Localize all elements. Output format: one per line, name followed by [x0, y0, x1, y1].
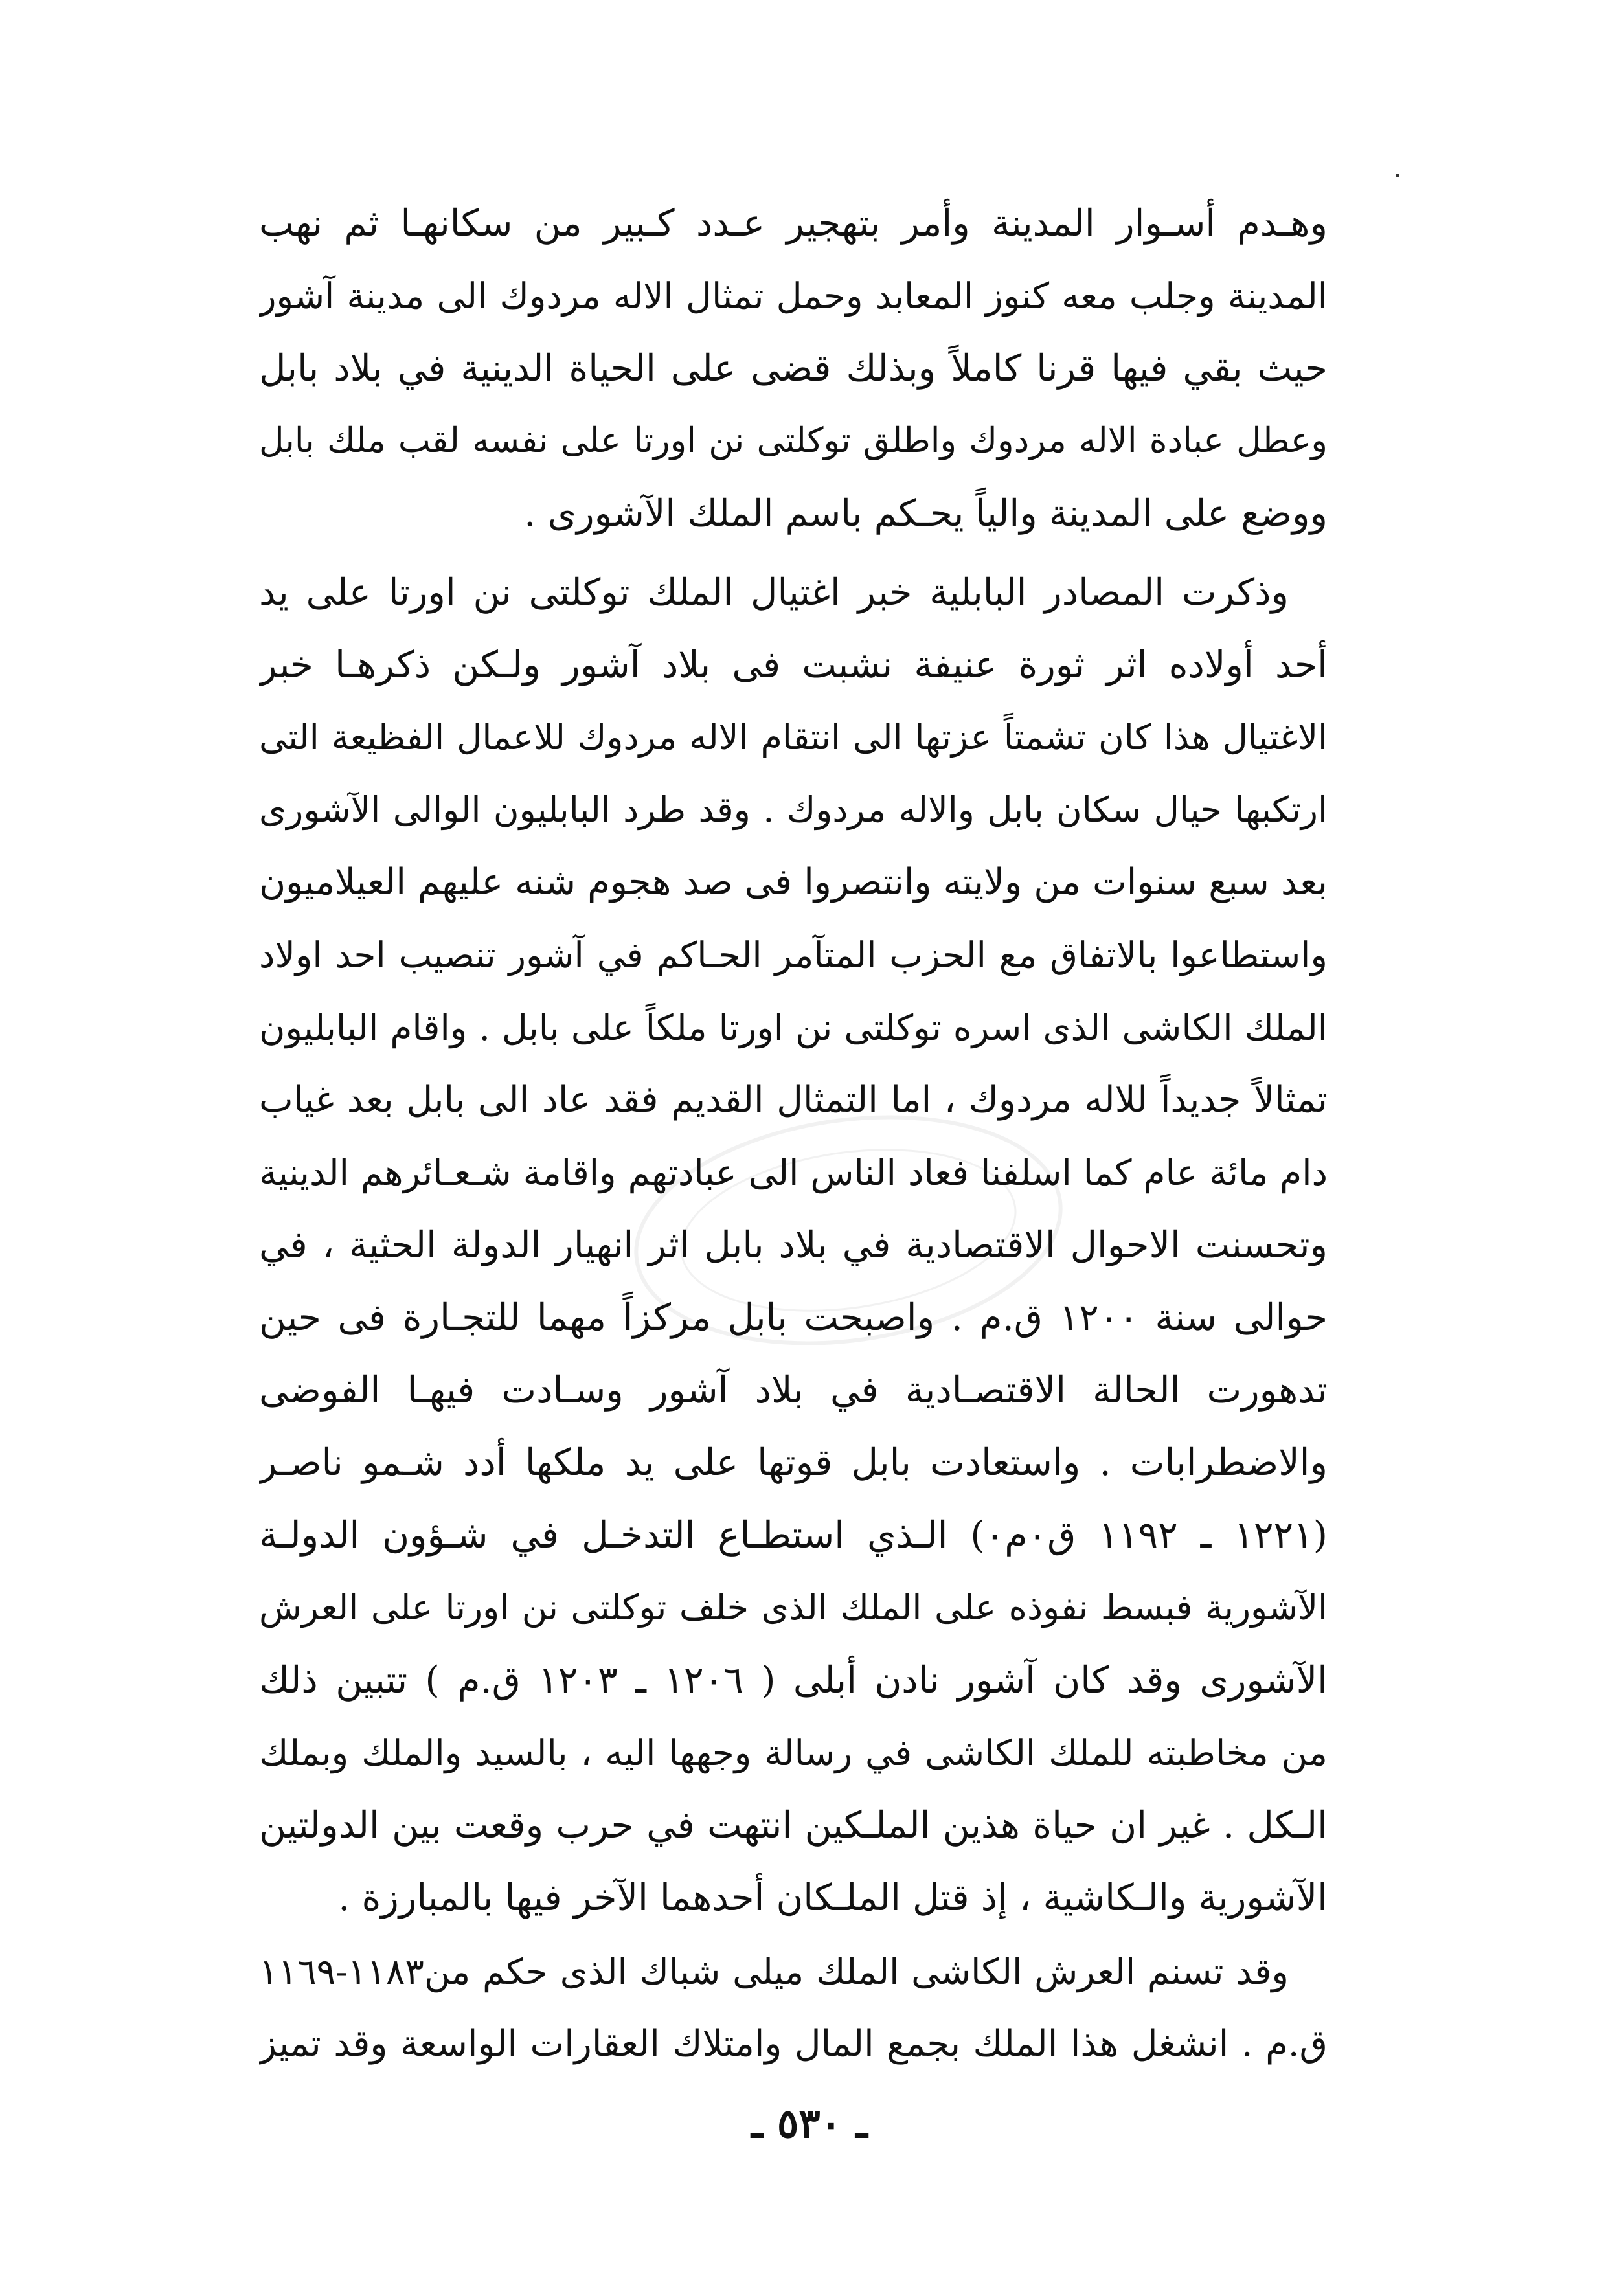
- text-line: الملك الكاشى الذى اسره توكلتى نن اورتا ملكاً على بابل . واقام البابليون: [259, 1007, 1328, 1048]
- text-line: (١٢٢١ ـ ١١٩٢ ق٠م٠) الـذي استطـاع التدخـل في شـؤون الدولـة: [259, 1514, 1328, 1557]
- text-line: دام مائة عام كما اسلفنا فعاد الناس الى عبادتهم واقامة شـعـائرهم الدينية: [259, 1152, 1328, 1193]
- text-line: حيث بقي فيها قرنا كاملاً وبذلك قضى على الحياة الدينية في بلاد بابل: [259, 347, 1328, 390]
- text-line: أحد أولاده اثر ثورة عنيفة نشبت فى بلاد آشور ولـكن ذكرهـا خبر: [259, 644, 1328, 686]
- page-number: ـ ٥٣٠ ـ: [751, 2100, 868, 2147]
- text-line: الآشورية والـكاشية ، إذ قتل الملـكان أحدهما الآخر فيها بالمبارزة .: [338, 1876, 1328, 1919]
- text-line: والاضطرابات . واستعادت بابل قوتها على يد ملكها أدد شـمو ناصـر: [259, 1441, 1328, 1484]
- text-line: الـكل . غير ان حياة هذين الملـكين انتهت في حرب وقعت بين الدولتين: [259, 1804, 1328, 1847]
- text-line: وهـدم أسـوار المدينة وأمر بتهجير عـدد كـبير من سكانهـا ثم نهب: [259, 202, 1328, 245]
- text-line: من مخاطبته للملك الكاشى في رسالة وجهها اليه ، بالسيد والملك وبملك: [259, 1732, 1328, 1773]
- text-line: ارتكبها حيال سكان بابل والاله مردوك . وقد طرد البابليون الوالى الآشورى: [259, 789, 1328, 830]
- text-line: الاغتيال هذا كان تشمتاً عزتها الى انتقام الاله مردوك للاعمال الفظيعة التى: [259, 717, 1328, 758]
- text-line: وقد تسنم العرش الكاشى الملك ميلى شباك الذى حكم من١١٨٣-١١٦٩: [259, 1951, 1289, 1992]
- text-line: حوالى سنة ١٢٠٠ ق.م . واصبحت بابل مركزاً مهما للتجـارة فى حين: [259, 1296, 1328, 1339]
- text-line: الآشورية فبسط نفوذه على الملك الذى خلف توكلتى نن اورتا على العرش: [259, 1587, 1328, 1628]
- text-line: ق.م . انشغل هذا الملك بجمع المال وامتلاك العقارات الواسعة وقد تميز: [259, 2023, 1328, 2065]
- text-line: وعطل عبادة الاله مردوك واطلق توكلتى نن اورتا على نفسه لقب ملك بابل: [259, 421, 1328, 460]
- text-line: تمثالاً جديداً للاله مردوك ، اما التمثال القديم فقد عاد الى بابل بعد غياب: [259, 1079, 1328, 1121]
- text-line: ووضع على المدينة والياً يحـكم باسم الملك الآشورى .: [524, 492, 1328, 535]
- paragraph-1: [259, 188, 1328, 550]
- text-line: وذكرت المصادر البابلية خبر اغتيال الملك توكلتى نن اورتا على يد: [259, 571, 1289, 614]
- text-line: الآشورى وقد كان آشور نادن أبلى ( ١٢٠٦ ـ ١٢٠٣ ق.م ) تتبين ذلك: [259, 1659, 1328, 1702]
- ink-speck: [1396, 174, 1399, 177]
- paragraph-3: [259, 1936, 1328, 2085]
- text-line: وتحسنت الاحوال الاقتصادية في بلاد بابل اثر انهيار الدولة الحثية ، في: [259, 1224, 1328, 1266]
- paragraph-2: [259, 557, 1328, 1936]
- text-line: تدهورت الحالة الاقتصـادية في بلاد آشور وسـادت فيهـا الفوضى: [259, 1369, 1328, 1412]
- text-line: واستطاعوا بالاتفاق مع الحزب المتآمر الحـاكم في آشور تنصيب احد اولاد: [259, 934, 1328, 976]
- text-line: بعد سبع سنوات من ولايته وانتصروا فى صد هجوم شنه عليهم العيلاميون: [259, 861, 1328, 903]
- text-line: المدينة وجلب معه كنوز المعابد وحمل تمثال الاله مردوك الى مدينة آشور: [259, 275, 1328, 317]
